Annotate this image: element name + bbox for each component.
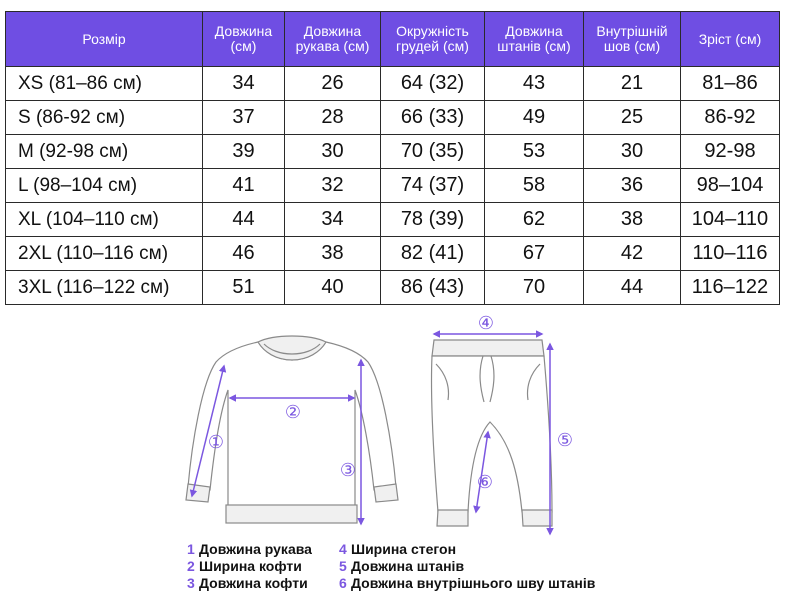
marker-6: ⑥ bbox=[476, 472, 494, 493]
height-cell: 81–86 bbox=[681, 67, 780, 101]
size-chart-table bbox=[5, 11, 780, 305]
height-cell: 98–104 bbox=[681, 169, 780, 203]
sleeve-length-cell: 32 bbox=[285, 169, 381, 203]
chest-cell: 66 (33) bbox=[381, 101, 485, 135]
sleeve-length-cell: 30 bbox=[285, 135, 381, 169]
legend-text: Довжина штанів bbox=[351, 558, 465, 574]
legend-column-left bbox=[187, 541, 312, 592]
header-sleeve-length: Довжина рукава (см) bbox=[285, 12, 381, 67]
legend-number: 4 bbox=[339, 541, 347, 557]
inseam-cell: 44 bbox=[584, 271, 681, 305]
legend-text: Довжина рукава bbox=[199, 541, 312, 557]
chest-cell: 86 (43) bbox=[381, 271, 485, 305]
header-pants-length: Довжина штанів (см) bbox=[485, 12, 584, 67]
header-inseam: Внутрішній шов (см) bbox=[584, 12, 681, 67]
size-cell: S (86-92 см) bbox=[6, 101, 203, 135]
sleeve-length-cell: 28 bbox=[285, 101, 381, 135]
legend-number: 6 bbox=[339, 575, 347, 591]
pants-length-cell: 43 bbox=[485, 67, 584, 101]
legend-item bbox=[339, 558, 595, 575]
marker-3: ③ bbox=[339, 460, 357, 481]
size-cell: 3XL (116–122 см) bbox=[6, 271, 203, 305]
pants-length-cell: 70 bbox=[485, 271, 584, 305]
legend-item bbox=[339, 575, 595, 592]
length-cell: 44 bbox=[203, 203, 285, 237]
legend-item bbox=[187, 558, 312, 575]
pants-length-cell: 58 bbox=[485, 169, 584, 203]
header-chest: Окружність грудей (см) bbox=[381, 12, 485, 67]
inseam-cell: 42 bbox=[584, 237, 681, 271]
chest-cell: 64 (32) bbox=[381, 67, 485, 101]
table-row bbox=[6, 169, 780, 203]
legend-text: Довжина кофти bbox=[199, 575, 308, 591]
inseam-cell: 30 bbox=[584, 135, 681, 169]
legend-text: Ширина стегон bbox=[351, 541, 457, 557]
table-row bbox=[6, 135, 780, 169]
pants-drawing bbox=[431, 340, 552, 526]
chest-cell: 74 (37) bbox=[381, 169, 485, 203]
size-cell: XL (104–110 см) bbox=[6, 203, 203, 237]
length-cell: 39 bbox=[203, 135, 285, 169]
legend-number: 3 bbox=[187, 575, 195, 591]
chest-cell: 82 (41) bbox=[381, 237, 485, 271]
length-cell: 37 bbox=[203, 101, 285, 135]
legend-number: 5 bbox=[339, 558, 347, 574]
chest-cell: 78 (39) bbox=[381, 203, 485, 237]
table-row bbox=[6, 101, 780, 135]
size-cell: XS (81–86 см) bbox=[6, 67, 203, 101]
header-length: Довжина (см) bbox=[203, 12, 285, 67]
inseam-cell: 21 bbox=[584, 67, 681, 101]
header-size: Розмір bbox=[6, 12, 203, 67]
table-row bbox=[6, 271, 780, 305]
legend-number: 1 bbox=[187, 541, 195, 557]
size-cell: M (92-98 см) bbox=[6, 135, 203, 169]
size-cell: L (98–104 см) bbox=[6, 169, 203, 203]
sweatshirt-drawing bbox=[186, 336, 398, 523]
legend-number: 2 bbox=[187, 558, 195, 574]
table-row bbox=[6, 237, 780, 271]
length-cell: 34 bbox=[203, 67, 285, 101]
measurement-diagram bbox=[180, 312, 600, 540]
pants-length-cell: 67 bbox=[485, 237, 584, 271]
marker-2: ② bbox=[284, 402, 302, 423]
legend-item bbox=[187, 575, 312, 592]
legend-text: Довжина внутрішнього шву штанів bbox=[351, 575, 596, 591]
size-cell: 2XL (110–116 см) bbox=[6, 237, 203, 271]
marker-4: ④ bbox=[477, 313, 495, 334]
height-cell: 86-92 bbox=[681, 101, 780, 135]
table-row bbox=[6, 203, 780, 237]
chest-cell: 70 (35) bbox=[381, 135, 485, 169]
marker-1: ① bbox=[207, 432, 225, 453]
inseam-cell: 25 bbox=[584, 101, 681, 135]
sleeve-length-cell: 26 bbox=[285, 67, 381, 101]
pants-length-cell: 62 bbox=[485, 203, 584, 237]
height-cell: 92-98 bbox=[681, 135, 780, 169]
table-header-row bbox=[6, 12, 780, 67]
inseam-cell: 36 bbox=[584, 169, 681, 203]
height-cell: 116–122 bbox=[681, 271, 780, 305]
legend-column-right bbox=[339, 541, 595, 592]
height-cell: 110–116 bbox=[681, 237, 780, 271]
pants-length-cell: 53 bbox=[485, 135, 584, 169]
sleeve-length-cell: 38 bbox=[285, 237, 381, 271]
marker-5: ⑤ bbox=[556, 430, 574, 451]
pants-length-cell: 49 bbox=[485, 101, 584, 135]
header-height: Зріст (см) bbox=[681, 12, 780, 67]
inseam-cell: 38 bbox=[584, 203, 681, 237]
table-row bbox=[6, 67, 780, 101]
legend-text: Ширина кофти bbox=[199, 558, 302, 574]
legend-item bbox=[187, 541, 312, 558]
length-cell: 41 bbox=[203, 169, 285, 203]
legend-item bbox=[339, 541, 595, 558]
sleeve-length-cell: 40 bbox=[285, 271, 381, 305]
length-cell: 46 bbox=[203, 237, 285, 271]
length-cell: 51 bbox=[203, 271, 285, 305]
sleeve-length-cell: 34 bbox=[285, 203, 381, 237]
height-cell: 104–110 bbox=[681, 203, 780, 237]
